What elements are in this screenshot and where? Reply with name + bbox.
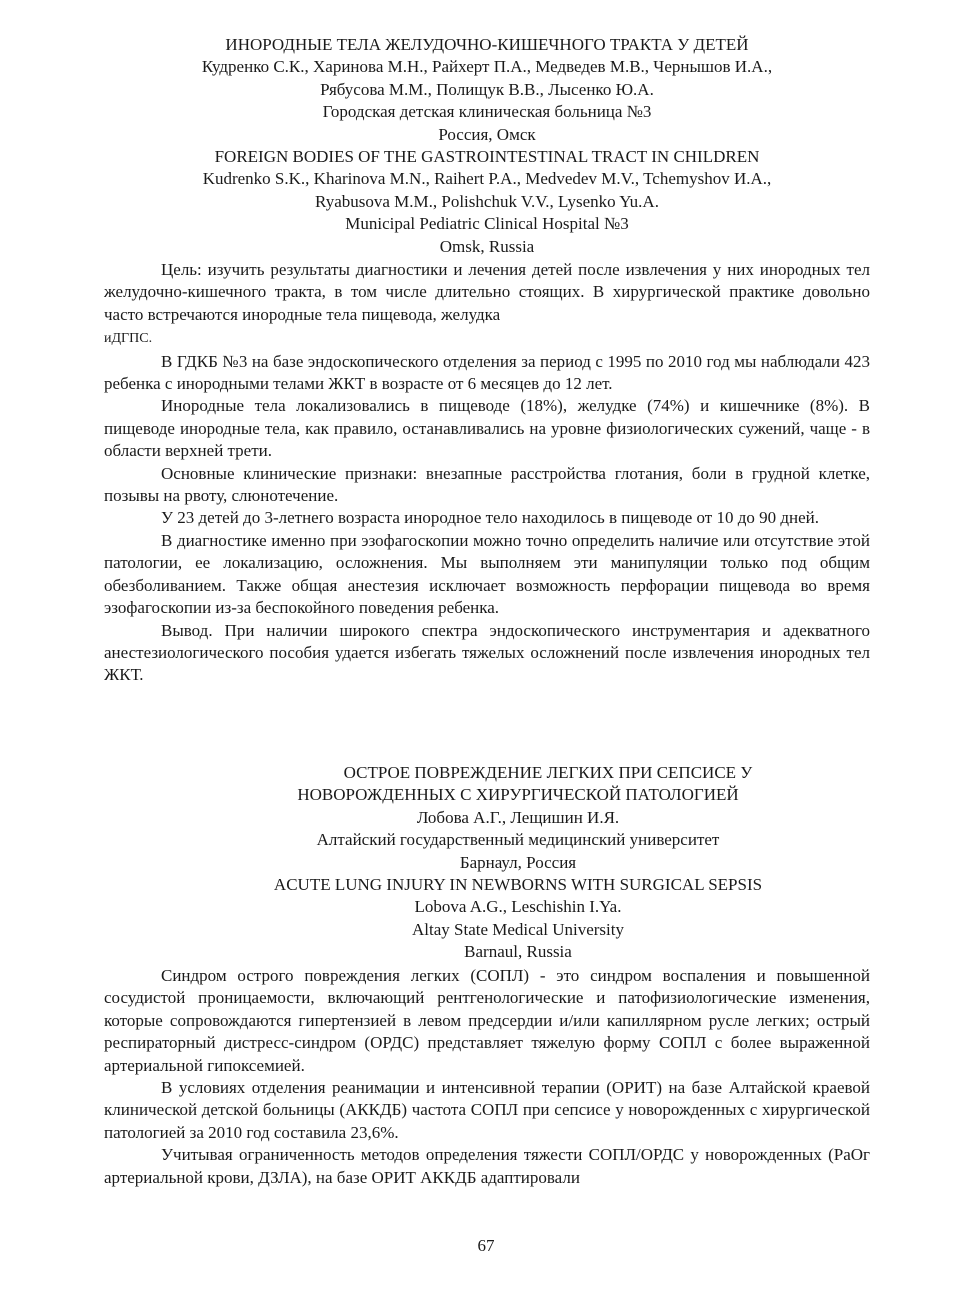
article2-paragraph: В условиях отделения реанимации и интенсивной терапии (ОРИТ) на базе Алтайской краевой клинической детской больницы (АККДБ) частота СОПЛ при сепсисе у новорожденных с хирургической патологией за 2010 год составила 23,6%. xyxy=(104,1078,870,1142)
article2-location-ru: Барнаул, Россия xyxy=(459,852,577,872)
article1-location-en: Omsk, Russia xyxy=(439,236,535,256)
article2-institution-ru: Алтайский государственный медицинский университет xyxy=(316,830,720,850)
article1-para1-tail: иДГПС. xyxy=(104,331,153,347)
article2-paragraph: Учитывая ограниченность методов определения тяжести СОПЛ/ОРДС у новорожденных (РаОг артериальной крови, ДЗЛА), на базе ОРИТ АККДБ адаптировали xyxy=(104,1145,870,1187)
article1-paragraph: Цель: изучить результаты диагностики и лечения детей после извлечения у них инородных тел желудочно-кишечного тракта, в том числе длительно стоящих. В хирургической практике довольно часто встречаются инородные тела пищевода, желудка иДГПС. xyxy=(104,260,870,347)
article2-title-ru-line1: ОСТРОЕ ПОВРЕЖДЕНИЕ ЛЕГКИХ ПРИ СЕПСИСЕ У xyxy=(343,763,753,782)
article1-location-ru: Россия, Омск xyxy=(438,124,536,144)
article2-title-ru-line2: НОВОРОЖДЕННЫХ С ХИРУРГИЧЕСКОЙ ПАТОЛОГИЕЙ xyxy=(297,785,739,805)
article1-title-ru: ИНОРОДНЫЕ ТЕЛА ЖЕЛУДОЧНО-КИШЕЧНОГО ТРАКТА У ДЕТЕЙ xyxy=(225,35,749,54)
article1-authors-ru-line1: Кудренко С.К., Харинова М.Н., Райхерт П.А., Медведев М.В., Чернышов И.А., xyxy=(201,57,773,77)
article1-paragraph: Инородные тела локализовались в пищеводе (18%), желудке (74%) и кишечнике (8%). В пищеводе инородные тела, как правило, останавливались на уровне физиологических сужений, чаще - в области верхней трети. xyxy=(104,396,870,461)
article1-paragraph: Вывод. При наличии широкого спектра эндоскопического инструментария и адекватного анестезиологического пособия удается избегать тяжелых осложнений после извлечения инородных тел ЖКТ. xyxy=(104,620,870,685)
article2-body xyxy=(104,965,870,1189)
article2-authors-en: Lobova A.G., Leschishin I.Ya. xyxy=(414,897,622,917)
article1-institution-ru: Городская детская клиническая больница №3 xyxy=(322,102,652,122)
article1-paragraph: В диагностике именно при эзофагоскопии можно точно определить наличие или отсутствие этой патологии, ее локализацию, осложнения. Мы выполняем эти манипуляции только под общим обезболиванием. Также общая анестезия исключает возможность перфорации пищевода во время эзофагоскопии из-за беспокойного поведения ребенка. xyxy=(104,530,870,618)
article1-body xyxy=(104,259,870,687)
article1-authors-en-line2: Ryabusova M.M., Polishchuk V.V., Lysenko Yu.A. xyxy=(315,191,659,211)
article2-paragraph: Синдром острого повреждения легких (СОПЛ) - это синдром воспаления и повышенной сосудистой проницаемости, включающий рентгенологические и патофизиологические изменения, которые сопровождаются гипертензией в левом предсердии и/или капиллярном русле легких; острый респираторный дистресс-синдром (ОРДС) представляет тяжелую форму СОПЛ с более выраженной артериальной гипоксемией. xyxy=(104,966,870,1075)
article1-header xyxy=(104,34,870,258)
article2-authors-ru: Лобова А.Г., Лещишин И.Я. xyxy=(416,807,620,827)
article2-header xyxy=(104,762,932,964)
article1-title-en: FOREIGN BODIES OF THE GASTROINTESTINAL TRACT IN CHILDREN xyxy=(214,147,760,167)
article2-institution-en: Altay State Medical University xyxy=(412,919,624,939)
article1-paragraph: В ГДКБ №3 на базе эндоскопического отделения за период с 1995 по 2010 год мы наблюдали 423 ребенка с инородными телами ЖКТ в возрасте от 6 месяцев до 12 лет. xyxy=(104,351,870,394)
article1-paragraph: У 23 детей до 3-летнего возраста инородное тело находилось в пищеводе от 10 до 90 дней. xyxy=(161,508,820,528)
article1-authors-ru-line2: Рябусова М.М., Полищук В.В., Лысенко Ю.А. xyxy=(320,79,654,99)
article1-institution-en: Municipal Pediatric Clinical Hospital №3 xyxy=(345,214,629,234)
article2-location-en: Barnaul, Russia xyxy=(464,942,572,962)
page-number: 67 xyxy=(477,1236,495,1255)
article2-title-en: ACUTE LUNG INJURY IN NEWBORNS WITH SURGICAL SEPSIS xyxy=(273,875,763,895)
article1-paragraph: Основные клинические признаки: внезапные расстройства глотания, боли в грудной клетке, позывы на рвоту, слюнотечение. xyxy=(104,463,870,506)
article1-authors-en-line1: Kudrenko S.K., Kharinova M.N., Raihert P.A., Medvedev M.V., Tchemyshov И.А., xyxy=(202,169,772,189)
